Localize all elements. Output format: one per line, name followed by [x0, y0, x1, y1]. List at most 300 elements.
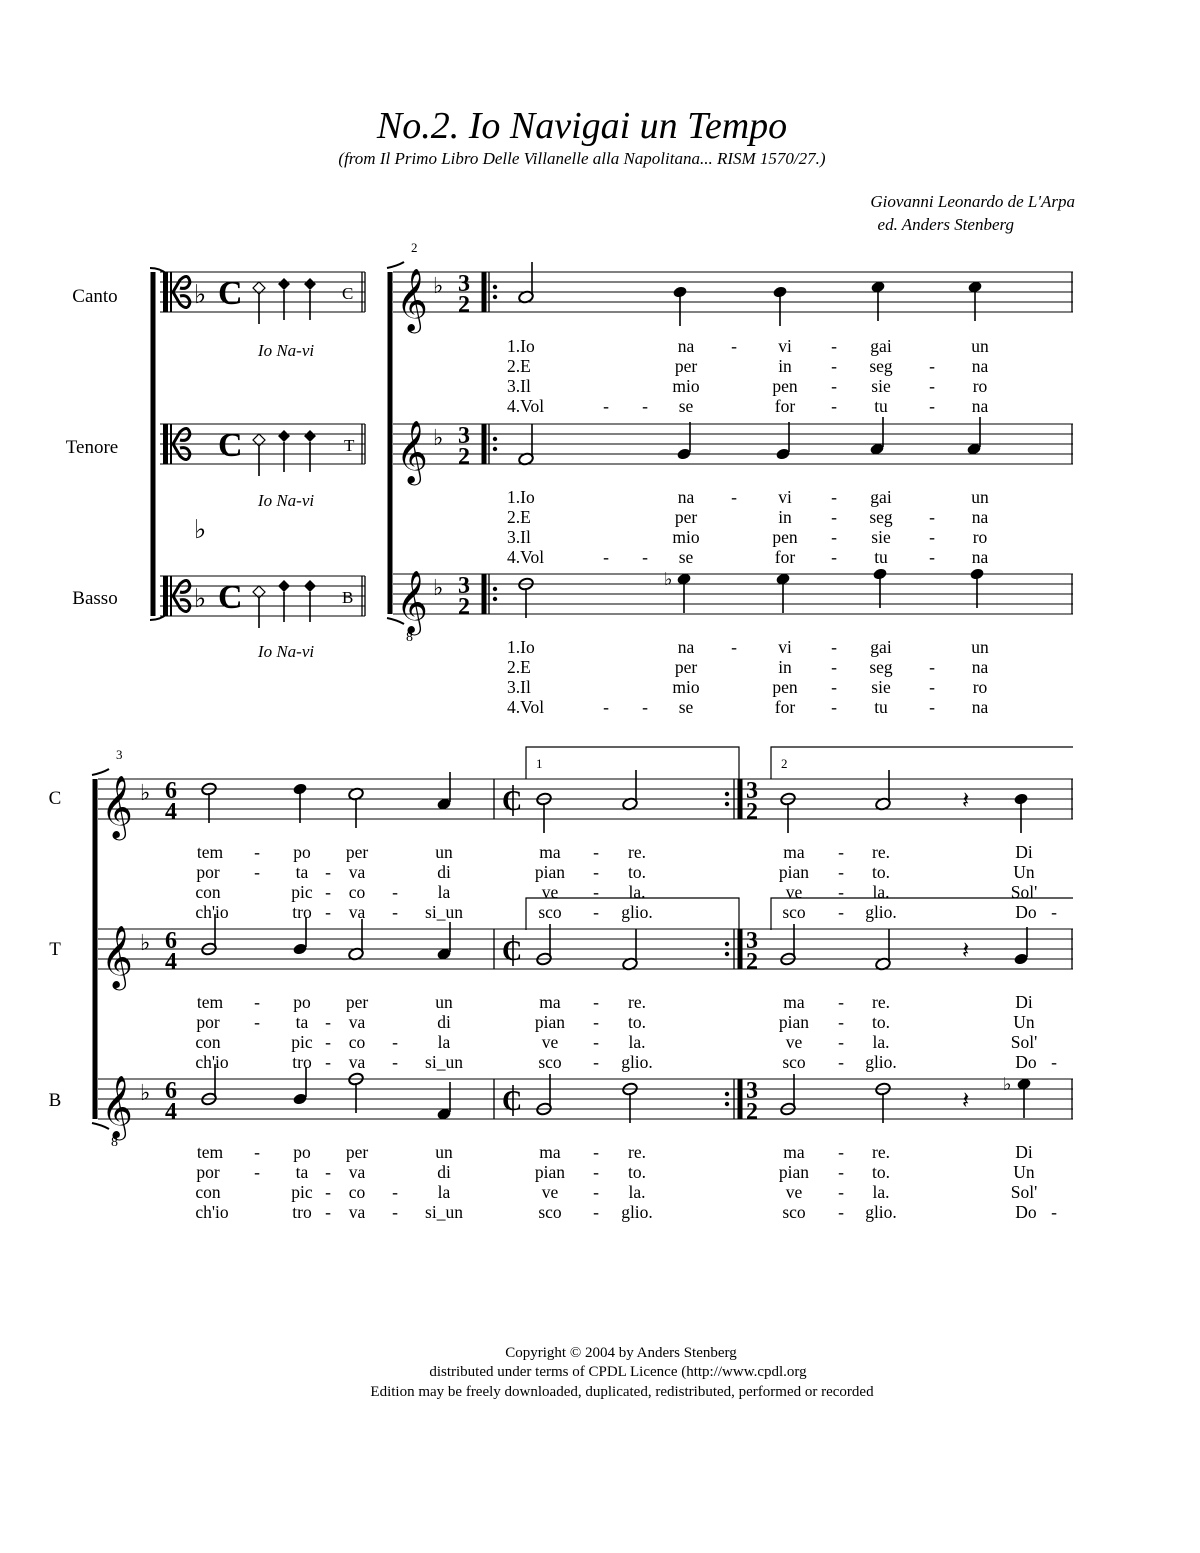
- svg-text:2: 2: [746, 799, 758, 825]
- lyric-syllable: la.: [628, 882, 646, 902]
- lyric-syllable: to.: [628, 1162, 646, 1182]
- octave-eight: 8: [111, 1135, 118, 1150]
- lyric-syllable: pic: [291, 882, 313, 902]
- svg-text:2: 2: [746, 1099, 758, 1125]
- lyric-syllable: por: [196, 1012, 220, 1032]
- part-name-tenore: Tenore: [65, 437, 119, 458]
- svg-text:6: 6: [165, 778, 177, 804]
- lyric-syllable: Di: [1015, 992, 1033, 1012]
- system-2: [49, 747, 1073, 1222]
- lyric-syllable: tem: [196, 992, 224, 1012]
- part-name-basso: Basso: [72, 588, 118, 609]
- svg-text:C: C: [502, 786, 523, 817]
- lyric-syllable: na: [971, 507, 989, 527]
- lyric-syllable: Do: [1015, 1202, 1037, 1222]
- common-time-icon: C: [218, 275, 243, 312]
- lyric-syllable: na: [677, 487, 695, 507]
- lyric-syllable: po: [293, 842, 311, 862]
- lyric-syllable: glio.: [865, 902, 897, 922]
- incipit-mark-b: B: [342, 588, 354, 607]
- lyric-syllable: -: [1051, 902, 1057, 922]
- quarter-rest-icon: 𝄽: [962, 1086, 970, 1114]
- lyric-syllable: -: [593, 1202, 599, 1222]
- lyric-syllable: ch'io: [195, 1052, 229, 1072]
- lyric-syllable: la.: [872, 882, 890, 902]
- lyric-syllable: -: [593, 882, 599, 902]
- lyric-syllable: pian: [534, 1162, 566, 1182]
- lyric-syllable: 3.Il: [507, 677, 531, 697]
- lyric-syllable: -: [1051, 1202, 1057, 1222]
- lyric-syllable: vi: [778, 637, 792, 657]
- treble-clef-icon: 𝄞: [396, 268, 428, 331]
- lyric-syllable: -: [593, 842, 599, 862]
- lyric-syllable: ma: [783, 1142, 805, 1162]
- lyric-syllable: -: [254, 1162, 260, 1182]
- lyric-syllable: -: [838, 842, 844, 862]
- svg-text:♭: ♭: [664, 569, 673, 589]
- lyric-syllable: sie: [871, 677, 891, 697]
- lyric-syllable: la: [437, 882, 451, 902]
- lyric-syllable: un: [971, 336, 989, 356]
- lyric-syllable: sco: [538, 902, 562, 922]
- cut-time-icon: [502, 785, 522, 1117]
- lyric-syllable: re.: [872, 992, 890, 1012]
- lyric-syllable: pen: [772, 376, 798, 396]
- lyric-syllable: re.: [628, 1142, 646, 1162]
- lyric-syllable: -: [593, 1142, 599, 1162]
- incipit-text: Io Na-vi: [257, 491, 315, 510]
- volta-label: 1: [536, 756, 543, 771]
- lyric-syllable: na: [677, 637, 695, 657]
- lyric-syllable: -: [325, 902, 331, 922]
- lyric-syllable: se: [678, 547, 694, 567]
- treble-clef-icon: 𝄞: [101, 1075, 133, 1138]
- svg-text:3: 3: [458, 271, 470, 297]
- lyric-syllable: 4.Vol: [507, 697, 545, 717]
- lyric-syllable: -: [838, 1052, 844, 1072]
- lyric-syllable: 1.Io: [507, 487, 535, 507]
- lyric-syllable: ma: [783, 992, 805, 1012]
- incipit-text: Io Na-vi: [257, 642, 315, 661]
- lyric-syllable: 4.Vol: [507, 547, 545, 567]
- lyric-syllable: ro: [972, 527, 988, 547]
- lyric-syllable: -: [731, 336, 737, 356]
- lyric-syllable: -: [731, 487, 737, 507]
- lyric-syllable: con: [195, 882, 221, 902]
- lyric-syllable: va: [348, 902, 366, 922]
- lyric-syllable: por: [196, 862, 220, 882]
- lyric-syllable: -: [831, 657, 837, 677]
- svg-text:3: 3: [458, 573, 470, 599]
- lyric-syllable: Do: [1015, 1052, 1037, 1072]
- lyric-syllable: di: [437, 1162, 451, 1182]
- lyric-syllable: 4.Vol: [507, 396, 545, 416]
- lyric-syllable: pian: [778, 1012, 810, 1032]
- lyric-syllable: 1.Io: [507, 336, 535, 356]
- lyric-syllable: -: [325, 882, 331, 902]
- lyric-syllable: -: [838, 882, 844, 902]
- lyric-syllable: ve: [785, 1182, 803, 1202]
- footer-line: distributed under terms of CPDL Licence (http://www.cpdl.org: [429, 1364, 807, 1380]
- time-signature-3-2: [746, 778, 758, 1125]
- lyric-syllable: co: [348, 1182, 366, 1202]
- lyric-syllable: -: [392, 1202, 398, 1222]
- treble-clef-icon: 𝄞: [101, 925, 133, 988]
- lyric-syllable: to.: [872, 1012, 890, 1032]
- lyric-syllable: -: [325, 1162, 331, 1182]
- lyric-syllable: tro: [292, 1202, 312, 1222]
- lyric-syllable: seg: [869, 507, 893, 527]
- lyric-syllable: -: [838, 902, 844, 922]
- measure-number: 3: [116, 747, 123, 762]
- lyric-syllable: sco: [538, 1202, 562, 1222]
- flat-icon: ♭: [433, 425, 444, 450]
- svg-text:2: 2: [458, 292, 470, 318]
- lyric-syllable: co: [348, 1032, 366, 1052]
- lyric-syllable: la.: [872, 1032, 890, 1052]
- lyric-syllable: na: [971, 697, 989, 717]
- lyric-syllable: un: [435, 992, 453, 1012]
- lyric-syllable: glio.: [865, 1052, 897, 1072]
- lyric-syllable: glio.: [865, 1202, 897, 1222]
- lyric-syllable: -: [831, 547, 837, 567]
- lyric-syllable: -: [593, 1162, 599, 1182]
- lyric-syllable: pian: [778, 862, 810, 882]
- lyric-syllable: sco: [782, 1202, 806, 1222]
- lyric-syllable: per: [674, 657, 698, 677]
- lyric-syllable: -: [593, 992, 599, 1012]
- lyric-syllable: -: [929, 547, 935, 567]
- lyric-syllable: ve: [541, 1182, 559, 1202]
- lyric-syllable: -: [929, 657, 935, 677]
- svg-text:C: C: [502, 936, 523, 967]
- lyric-syllable: -: [254, 842, 260, 862]
- lyric-syllable: -: [831, 677, 837, 697]
- lyric-syllable: la.: [628, 1182, 646, 1202]
- svg-text:2: 2: [458, 444, 470, 470]
- lyric-syllable: un: [435, 1142, 453, 1162]
- lyric-syllable: -: [325, 862, 331, 882]
- lyric-syllable: na: [971, 657, 989, 677]
- lyric-syllable: la: [437, 1032, 451, 1052]
- lyric-syllable: po: [293, 1142, 311, 1162]
- lyric-syllable: per: [345, 1142, 369, 1162]
- svg-text:2: 2: [746, 949, 758, 975]
- lyric-syllable: -: [838, 1162, 844, 1182]
- lyric-syllable: la.: [872, 1182, 890, 1202]
- incipit-mark-t: T: [344, 436, 355, 455]
- volta-label: 2: [781, 756, 788, 771]
- lyric-syllable: ch'io: [195, 902, 229, 922]
- lyric-syllable: 3.Il: [507, 527, 531, 547]
- lyric-syllable: -: [254, 1142, 260, 1162]
- lyric-syllable: pen: [772, 527, 798, 547]
- svg-text:3: 3: [746, 778, 758, 804]
- lyric-syllable: -: [838, 1182, 844, 1202]
- lyric-syllable: Un: [1013, 862, 1035, 882]
- lyric-syllable: un: [971, 637, 989, 657]
- tenor-notes-sys2: [201, 914, 1029, 971]
- lyric-syllable: -: [831, 396, 837, 416]
- flat-icon: ♭: [194, 280, 207, 309]
- lyric-syllable: to.: [628, 862, 646, 882]
- lyric-syllable: la: [437, 1182, 451, 1202]
- lyric-syllable: vi: [778, 487, 792, 507]
- flat-icon: ♭: [194, 584, 207, 613]
- lyrics-system1-tenore: [507, 487, 989, 567]
- lyric-syllable: vi: [778, 336, 792, 356]
- lyric-syllable: -: [603, 697, 609, 717]
- lyric-syllable: na: [971, 396, 989, 416]
- lyric-syllable: mio: [672, 677, 700, 697]
- lyric-syllable: con: [195, 1182, 221, 1202]
- lyric-syllable: pian: [534, 1012, 566, 1032]
- lyric-syllable: -: [325, 1202, 331, 1222]
- system-1: [66, 240, 1073, 717]
- lyric-syllable: va: [348, 1012, 366, 1032]
- lyric-syllable: Sol': [1010, 1182, 1038, 1202]
- lyric-syllable: glio.: [621, 1202, 653, 1222]
- incipit-text: Io Na-vi: [257, 341, 315, 360]
- lyric-syllable: un: [971, 487, 989, 507]
- bass-notes-sys2: [201, 1064, 1032, 1123]
- lyric-syllable: pen: [772, 677, 798, 697]
- lyric-syllable: -: [392, 902, 398, 922]
- lyric-syllable: gai: [870, 336, 892, 356]
- lyric-syllable: va: [348, 862, 366, 882]
- part-name-canto: Canto: [72, 286, 118, 307]
- lyric-syllable: ro: [972, 376, 988, 396]
- lyric-syllable: -: [929, 396, 935, 416]
- lyric-syllable: tro: [292, 902, 312, 922]
- lyric-syllable: -: [593, 1052, 599, 1072]
- octave-eight: 8: [406, 630, 413, 645]
- lyric-syllable: pian: [534, 862, 566, 882]
- lyric-syllable: tu: [874, 547, 888, 567]
- editor-name: ed. Anders Stenberg: [877, 215, 1014, 234]
- lyric-syllable: na: [677, 336, 695, 356]
- lyric-syllable: -: [831, 507, 837, 527]
- svg-text:3: 3: [458, 423, 470, 449]
- lyric-syllable: mio: [672, 376, 700, 396]
- copyright-footer: [370, 1345, 874, 1400]
- lyric-syllable: glio.: [621, 902, 653, 922]
- lyric-syllable: -: [929, 527, 935, 547]
- lyric-syllable: co: [348, 882, 366, 902]
- score-title: No.2. Io Navigai un Tempo: [376, 105, 788, 147]
- lyric-syllable: -: [325, 1032, 331, 1052]
- part-abbr-b: B: [48, 1090, 62, 1111]
- lyric-syllable: -: [929, 507, 935, 527]
- measure-number: 2: [411, 240, 418, 255]
- lyric-syllable: ta: [295, 862, 309, 882]
- lyric-syllable: -: [593, 862, 599, 882]
- lyric-syllable: tu: [874, 697, 888, 717]
- lyric-syllable: re.: [872, 842, 890, 862]
- lyric-syllable: -: [831, 336, 837, 356]
- lyric-syllable: seg: [869, 356, 893, 376]
- lyric-syllable: se: [678, 396, 694, 416]
- lyric-syllable: -: [254, 1012, 260, 1032]
- lyric-syllable: tro: [292, 1052, 312, 1072]
- lyric-syllable: mio: [672, 527, 700, 547]
- treble-clef-icon: 𝄞: [396, 420, 428, 483]
- lyric-syllable: sco: [782, 902, 806, 922]
- lyric-syllable: in: [778, 657, 792, 677]
- lyric-syllable: po: [293, 992, 311, 1012]
- lyric-syllable: to.: [628, 1012, 646, 1032]
- lyric-syllable: si_un: [425, 1052, 463, 1072]
- lyric-syllable: per: [345, 842, 369, 862]
- lyric-syllable: sco: [538, 1052, 562, 1072]
- lyric-syllable: va: [348, 1052, 366, 1072]
- treble-clef-icon: 𝄞: [101, 775, 133, 838]
- lyric-syllable: -: [642, 697, 648, 717]
- flat-icon: ♭: [140, 1080, 151, 1105]
- svg-text:4: 4: [165, 949, 177, 975]
- lyric-syllable: 2.E: [507, 356, 531, 376]
- lyric-syllable: -: [838, 992, 844, 1012]
- lyric-syllable: per: [674, 356, 698, 376]
- svg-text:4: 4: [165, 1099, 177, 1125]
- lyric-syllable: va: [348, 1202, 366, 1222]
- lyric-syllable: tu: [874, 396, 888, 416]
- lyric-syllable: ro: [972, 677, 988, 697]
- lyric-syllable: con: [195, 1032, 221, 1052]
- svg-text:6: 6: [165, 1078, 177, 1104]
- lyric-syllable: for: [774, 697, 796, 717]
- lyric-syllable: -: [254, 992, 260, 1012]
- lyric-syllable: si_un: [425, 1202, 463, 1222]
- lyric-syllable: ve: [541, 1032, 559, 1052]
- lyric-syllable: ma: [783, 842, 805, 862]
- lyric-syllable: Sol': [1010, 1032, 1038, 1052]
- lyric-syllable: 3.Il: [507, 376, 531, 396]
- lyric-syllable: ch'io: [195, 1202, 229, 1222]
- quarter-rest-icon: 𝄽: [962, 786, 970, 814]
- main-staves-1: [387, 240, 1073, 645]
- lyric-syllable: re.: [628, 992, 646, 1012]
- lyric-syllable: sie: [871, 376, 891, 396]
- lyric-syllable: na: [971, 356, 989, 376]
- lyrics-system1-canto: [507, 336, 989, 416]
- lyric-syllable: Di: [1015, 842, 1033, 862]
- lyric-syllable: si_un: [425, 902, 463, 922]
- lyric-syllable: -: [593, 1032, 599, 1052]
- lyric-syllable: -: [642, 396, 648, 416]
- score-subtitle: (from Il Primo Libro Delle Villanelle alla Napolitana... RISM 1570/27.): [338, 149, 826, 168]
- lyric-syllable: in: [778, 507, 792, 527]
- lyric-syllable: ma: [539, 992, 561, 1012]
- flat-icon: ♭: [433, 273, 444, 298]
- lyric-syllable: Sol': [1010, 882, 1038, 902]
- lyric-syllable: ma: [539, 842, 561, 862]
- lyric-syllable: Un: [1013, 1012, 1035, 1032]
- lyric-syllable: -: [392, 1052, 398, 1072]
- lyric-syllable: 2.E: [507, 507, 531, 527]
- flat-icon: ♭: [194, 515, 207, 544]
- lyric-syllable: sie: [871, 527, 891, 547]
- lyric-syllable: -: [325, 1182, 331, 1202]
- svg-text:♭: ♭: [1003, 1074, 1012, 1094]
- lyric-syllable: tem: [196, 1142, 224, 1162]
- lyric-syllable: -: [642, 547, 648, 567]
- svg-text:2: 2: [458, 594, 470, 620]
- lyric-syllable: sco: [782, 1052, 806, 1072]
- lyric-syllable: seg: [869, 657, 893, 677]
- lyric-syllable: -: [831, 376, 837, 396]
- svg-text:4: 4: [165, 799, 177, 825]
- lyric-syllable: ve: [541, 882, 559, 902]
- lyric-syllable: di: [437, 862, 451, 882]
- lyrics-system2-canto: [195, 842, 1057, 922]
- lyric-syllable: -: [831, 487, 837, 507]
- lyrics-system2-basso: [195, 1142, 1057, 1222]
- part-abbr-t: T: [49, 939, 61, 960]
- lyric-syllable: pian: [778, 1162, 810, 1182]
- lyric-syllable: 2.E: [507, 657, 531, 677]
- lyric-syllable: -: [593, 1182, 599, 1202]
- lyric-syllable: ma: [539, 1142, 561, 1162]
- quarter-rest-icon: 𝄽: [962, 936, 970, 964]
- lyric-syllable: Di: [1015, 1142, 1033, 1162]
- lyric-syllable: -: [838, 1012, 844, 1032]
- bass-notes-m2: [518, 567, 985, 618]
- lyric-syllable: -: [603, 396, 609, 416]
- lyric-syllable: -: [593, 902, 599, 922]
- lyrics-system2-tenore: [195, 992, 1057, 1072]
- flat-icon: ♭: [433, 575, 444, 600]
- lyric-syllable: -: [929, 376, 935, 396]
- lyric-syllable: ve: [785, 1032, 803, 1052]
- incipit-staves: [150, 268, 365, 661]
- time-signature-6-4: [165, 778, 177, 1125]
- lyric-syllable: gai: [870, 487, 892, 507]
- svg-text:6: 6: [165, 928, 177, 954]
- lyric-syllable: -: [325, 1052, 331, 1072]
- lyric-syllable: pic: [291, 1032, 313, 1052]
- lyric-syllable: se: [678, 697, 694, 717]
- lyric-syllable: to.: [872, 1162, 890, 1182]
- lyric-syllable: ta: [295, 1162, 309, 1182]
- svg-text:3: 3: [746, 1078, 758, 1104]
- lyric-syllable: -: [838, 1032, 844, 1052]
- lyric-syllable: un: [435, 842, 453, 862]
- time-signature-3-2: [458, 271, 470, 620]
- lyric-syllable: tem: [196, 842, 224, 862]
- lyric-syllable: per: [345, 992, 369, 1012]
- lyric-syllable: -: [831, 637, 837, 657]
- footer-line: Edition may be freely downloaded, duplicated, redistributed, performed or recorded: [370, 1384, 874, 1400]
- lyric-syllable: -: [1051, 1052, 1057, 1072]
- lyric-syllable: Do: [1015, 902, 1037, 922]
- lyric-syllable: por: [196, 1162, 220, 1182]
- lyric-syllable: gai: [870, 637, 892, 657]
- svg-text:3: 3: [746, 928, 758, 954]
- lyric-syllable: na: [971, 547, 989, 567]
- lyric-syllable: re.: [872, 1142, 890, 1162]
- common-time-icon: C: [218, 427, 243, 464]
- composer-name: Giovanni Leonardo de L'Arpa: [870, 192, 1075, 211]
- lyric-syllable: Un: [1013, 1162, 1035, 1182]
- flat-icon: ♭: [140, 930, 151, 955]
- lyric-syllable: for: [774, 547, 796, 567]
- lyric-syllable: re.: [628, 842, 646, 862]
- lyric-syllable: la.: [628, 1032, 646, 1052]
- lyric-syllable: -: [929, 356, 935, 376]
- lyric-syllable: di: [437, 1012, 451, 1032]
- lyric-syllable: -: [392, 1182, 398, 1202]
